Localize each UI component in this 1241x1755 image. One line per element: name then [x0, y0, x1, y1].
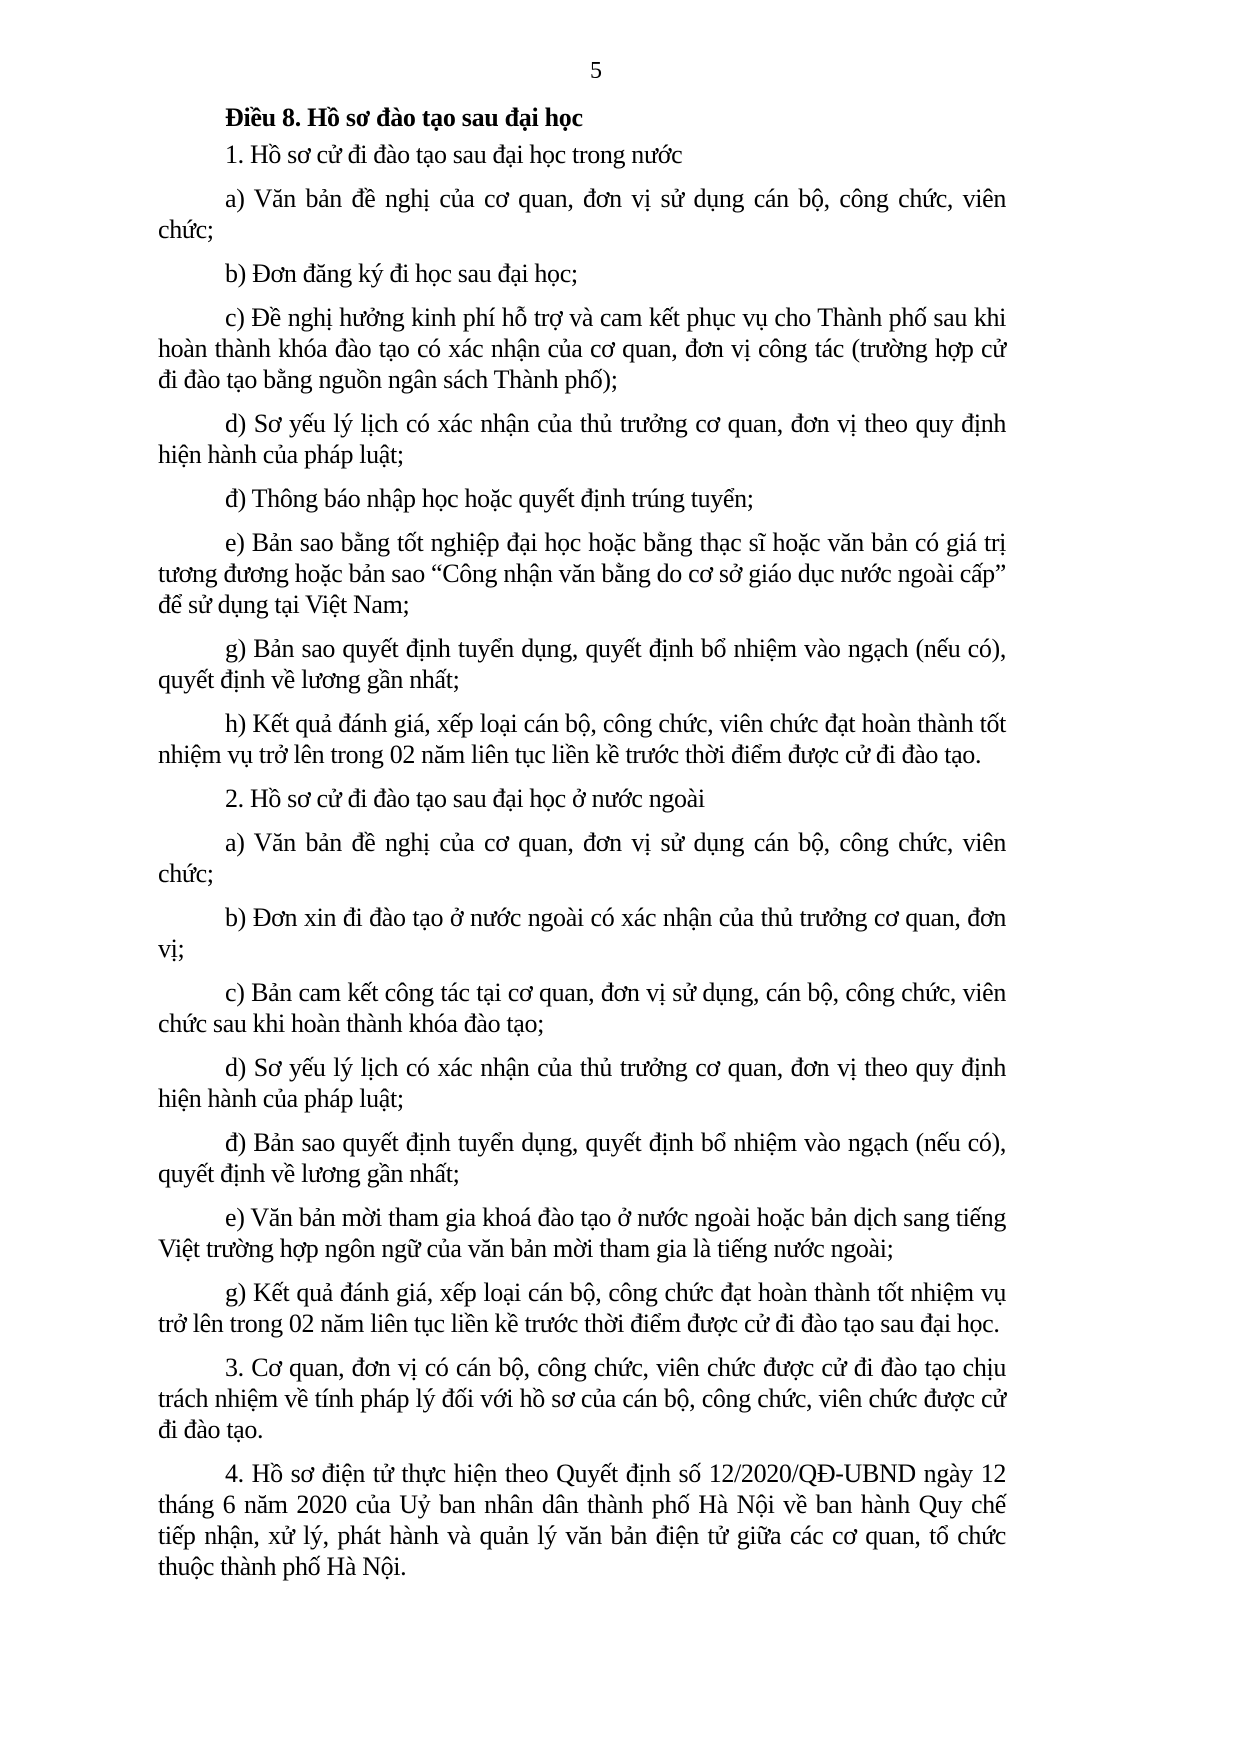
section-2-item-c: c) Bản cam kết công tác tại cơ quan, đơn vị sử dụng, cán bộ, công chức, viên chức sau khi hoàn thành khóa đào tạo; [158, 978, 1006, 1038]
section-2-item-d: d) Sơ yếu lý lịch có xác nhận của thủ trưởng cơ quan, đơn vị theo quy định hiện hành của pháp luật; [158, 1053, 1006, 1113]
document-page [158, 56, 1006, 1595]
section-1-heading: 1. Hồ sơ cử đi đào tạo sau đại học trong nước [225, 140, 683, 169]
section-1-item-h: h) Kết quả đánh giá, xếp loại cán bộ, công chức, viên chức đạt hoàn thành tốt nhiệm vụ trở lên trong 02 năm liên tục liền kề trước thời điểm được cử đi đào tạo. [158, 709, 1006, 769]
section-1-item-e: e) Bản sao bằng tốt nghiệp đại học hoặc bằng thạc sĩ hoặc văn bản có giá trị tương đương hoặc bản sao “Công nhận văn bằng do cơ sở giáo dục nước ngoài cấp” để sử dụng tại Việt Nam; [158, 528, 1006, 619]
section-4: 4. Hồ sơ điện tử thực hiện theo Quyết định số 12/2020/QĐ-UBND ngày 12 tháng 6 năm 2020 của Uỷ ban nhân dân thành phố Hà Nội về ban hành Quy chế tiếp nhận, xử lý, phát hành và quản lý văn bản điện tử giữa các cơ quan, tổ chức thuộc thành phố Hà Nội. [158, 1459, 1006, 1581]
section-1-item-a: a) Văn bản đề nghị của cơ quan, đơn vị sử dụng cán bộ, công chức, viên chức; [158, 184, 1006, 244]
section-1-item-g: g) Bản sao quyết định tuyển dụng, quyết định bổ nhiệm vào ngạch (nếu có), quyết định về lương gần nhất; [158, 634, 1006, 694]
section-3: 3. Cơ quan, đơn vị có cán bộ, công chức, viên chức được cử đi đào tạo chịu trách nhiệm về tính pháp lý đối với hồ sơ của cán bộ, công chức, viên chức được cử đi đào tạo. [158, 1353, 1006, 1444]
section-2-item-e: e) Văn bản mời tham gia khoá đào tạo ở nước ngoài hoặc bản dịch sang tiếng Việt trường hợp ngôn ngữ của văn bản mời tham gia là tiếng nước ngoài; [158, 1203, 1006, 1263]
section-2-heading: 2. Hồ sơ cử đi đào tạo sau đại học ở nước ngoài [225, 784, 705, 813]
section-2-item-a: a) Văn bản đề nghị của cơ quan, đơn vị sử dụng cán bộ, công chức, viên chức; [158, 828, 1006, 888]
section-1-item-c: c) Đề nghị hưởng kinh phí hỗ trợ và cam kết phục vụ cho Thành phố sau khi hoàn thành khóa đào tạo có xác nhận của cơ quan, đơn vị công tác (trường hợp cử đi đào tạo bằng nguồn ngân sách Thành phố); [158, 303, 1006, 394]
section-2-item-b: b) Đơn xin đi đào tạo ở nước ngoài có xác nhận của thủ trưởng cơ quan, đơn vị; [158, 903, 1006, 963]
section-2-item-g: g) Kết quả đánh giá, xếp loại cán bộ, công chức đạt hoàn thành tốt nhiệm vụ trở lên trong 02 năm liên tục liền kề trước thời điểm được cử đi đào tạo sau đại học. [158, 1278, 1006, 1338]
section-1-item-b: b) Đơn đăng ký đi học sau đại học; [225, 259, 578, 288]
section-1-item-dd: đ) Thông báo nhập học hoặc quyết định trúng tuyển; [225, 484, 754, 513]
section-1-item-d: d) Sơ yếu lý lịch có xác nhận của thủ trưởng cơ quan, đơn vị theo quy định hiện hành của pháp luật; [158, 409, 1006, 469]
page-number: 5 [590, 58, 602, 84]
article-title: Điều 8. Hồ sơ đào tạo sau đại học [225, 103, 583, 132]
section-2-item-dd: đ) Bản sao quyết định tuyển dụng, quyết định bổ nhiệm vào ngạch (nếu có), quyết định về lương gần nhất; [158, 1128, 1006, 1188]
